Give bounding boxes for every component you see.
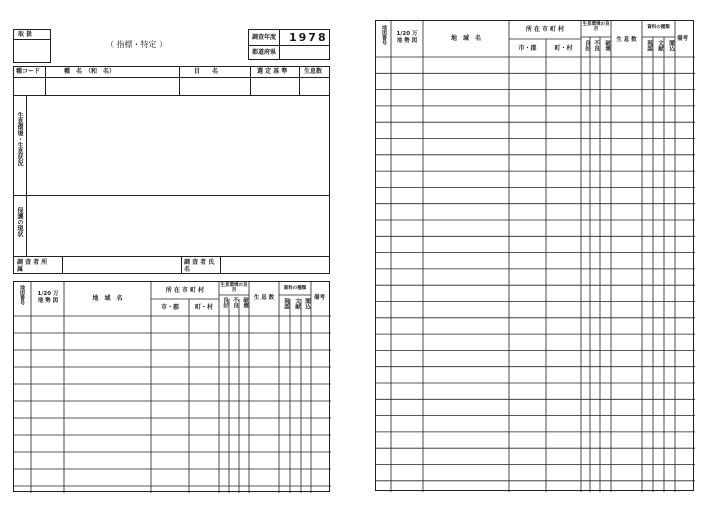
municipality-label: 所 在 市 町 村 bbox=[525, 26, 565, 33]
town-label: 町・村 bbox=[554, 45, 573, 52]
left-site-table bbox=[13, 281, 330, 492]
survey-year-label: 調査年度 bbox=[252, 34, 277, 41]
map-scale-label: 1/20 万 地 勢 図 bbox=[37, 291, 59, 304]
destroyed-label: 破壊 bbox=[242, 297, 248, 308]
prefecture-label: 都道府県 bbox=[252, 49, 277, 56]
municipality-label: 所 在 市 町 村 bbox=[165, 287, 205, 294]
sources-label: 資料の種類 bbox=[283, 286, 307, 291]
survey-year-value: 1978 bbox=[289, 31, 328, 44]
city-label: 市・郡 bbox=[160, 304, 179, 311]
form-title: （ 指標・特定 ） bbox=[106, 40, 168, 49]
surveyor-affiliation-label: 調 査 者 所 属 bbox=[17, 259, 54, 273]
town-label: 町・村 bbox=[194, 304, 213, 311]
literature-label: 文献 bbox=[657, 40, 663, 51]
right-site-table bbox=[375, 20, 694, 491]
hearsay-label: 聞込 bbox=[668, 40, 674, 51]
left-page bbox=[8, 20, 333, 490]
habitat-cond-label: 生息環境の良否 bbox=[582, 22, 610, 32]
criteria-label: 選 定 基 準 bbox=[257, 68, 288, 75]
order-label: 目 名 bbox=[194, 68, 219, 75]
map-no-label: 地図番号 bbox=[19, 285, 25, 305]
good-label: 良好 bbox=[222, 297, 228, 308]
poor-label: 不良 bbox=[593, 40, 599, 51]
map-no-label: 地図番号 bbox=[381, 25, 387, 45]
handling-box bbox=[13, 29, 51, 63]
right-table-grid bbox=[376, 21, 695, 492]
map-scale-label: 1/20 万 地 勢 図 bbox=[396, 31, 418, 44]
count-col-label: 生 息 数 bbox=[616, 37, 637, 43]
area-name-label: 地 域 名 bbox=[92, 295, 123, 302]
species-code-label: 種コード bbox=[16, 68, 41, 75]
species-form bbox=[13, 66, 330, 274]
literature-label: 文献 bbox=[294, 298, 300, 309]
sources-label: 資料の種類 bbox=[647, 25, 670, 30]
habitat-cond-label: 生息環境の良否 bbox=[220, 283, 248, 293]
hearsay-label: 聞込 bbox=[304, 298, 310, 309]
handling-label: 取 扱 bbox=[18, 31, 33, 38]
protection-label: 保護の現状 bbox=[16, 207, 23, 237]
area-name-label: 地 域 名 bbox=[450, 35, 481, 42]
species-name-label: 種 名 （和 名） bbox=[64, 68, 116, 75]
city-label: 市・郡 bbox=[518, 45, 537, 52]
count-col-label: 生 息 数 bbox=[253, 295, 275, 301]
poor-label: 不良 bbox=[232, 297, 238, 308]
surveyor-name-label: 調 査 者 氏 名 bbox=[184, 259, 221, 273]
year-prefecture-box bbox=[248, 29, 330, 60]
left-table-grid bbox=[14, 282, 331, 493]
remarks-label: 備考 bbox=[314, 295, 326, 301]
habitat-label: 生息環境・生息状況 bbox=[16, 112, 23, 166]
remarks-label: 備考 bbox=[677, 36, 689, 42]
current-record-label: 現認 bbox=[283, 298, 289, 309]
count-label: 生息数 bbox=[304, 68, 323, 75]
good-label: 良好 bbox=[584, 40, 590, 51]
current-record-label: 現認 bbox=[646, 40, 652, 51]
destroyed-label: 破壊 bbox=[604, 40, 610, 51]
